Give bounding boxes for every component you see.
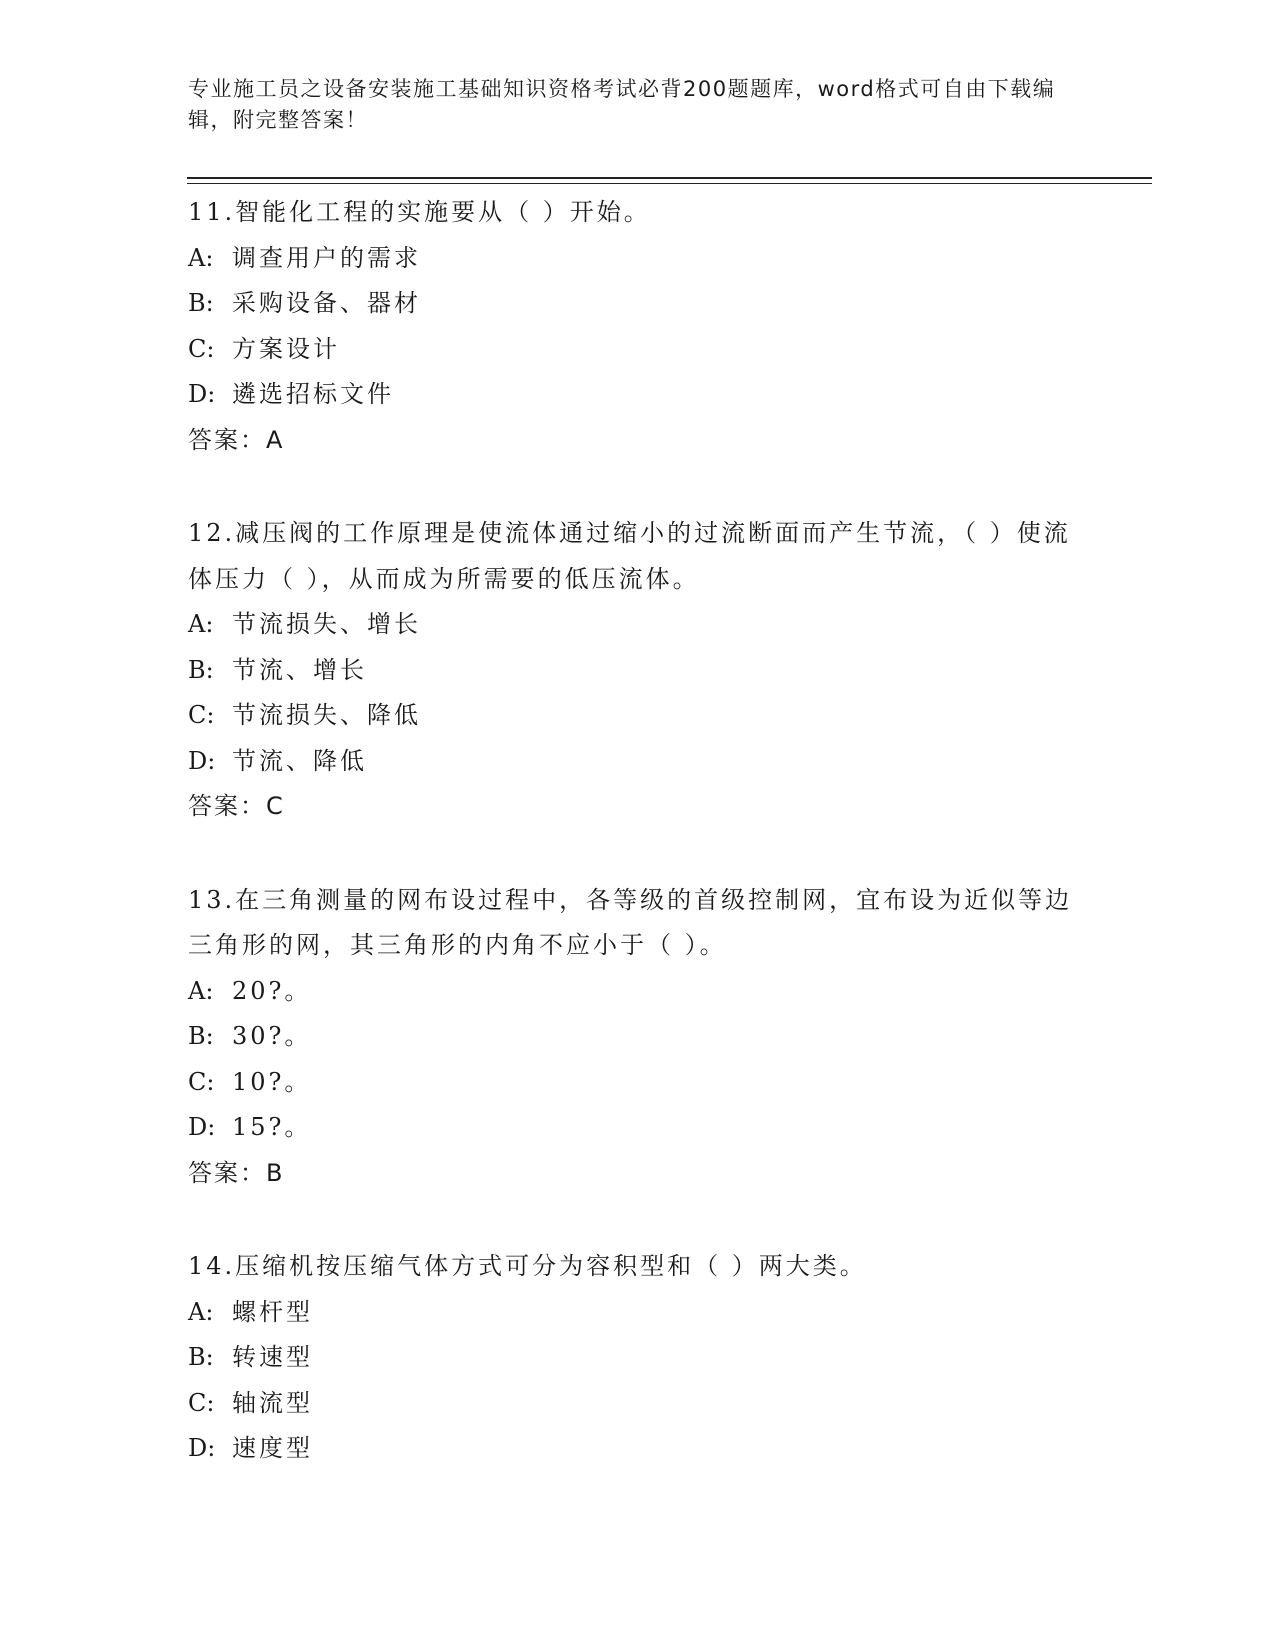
question-14 — [188, 1244, 1088, 1472]
question-11 — [188, 190, 1088, 463]
option-letter: C: — [188, 1067, 215, 1096]
option-letter: B: — [188, 1022, 214, 1050]
option-text: 15?。 — [232, 1113, 312, 1141]
option-c — [188, 1381, 1088, 1427]
header-divider-thick — [187, 177, 1152, 179]
option-text: 方案设计 — [232, 334, 340, 363]
option-b — [188, 1014, 1088, 1060]
option-text: 节流损失、降低 — [232, 701, 421, 729]
option-letter: B: — [188, 289, 214, 317]
question-stem: 14.压缩机按压缩气体方式可分为容积型和（ ）两大类。 — [188, 1252, 867, 1280]
option-text: 采购设备、器材 — [232, 289, 421, 317]
option-a — [188, 1290, 1088, 1336]
option-letter: D: — [188, 1113, 216, 1141]
option-letter: B: — [188, 655, 214, 684]
header-divider-thin — [187, 183, 1152, 184]
option-text: 节流、降低 — [232, 746, 367, 775]
option-text: 节流损失、增长 — [232, 610, 421, 638]
option-d — [188, 372, 1088, 418]
answer-line: 答案：C — [188, 792, 285, 820]
option-c — [188, 327, 1088, 373]
option-letter: A: — [188, 610, 214, 638]
option-text: 20?。 — [232, 976, 312, 1005]
option-text: 转速型 — [232, 1343, 313, 1371]
answer-line: 答案：A — [188, 425, 285, 454]
option-text: 遴选招标文件 — [232, 380, 394, 408]
option-letter: C: — [188, 334, 215, 363]
option-b — [188, 1335, 1088, 1381]
option-text: 调查用户的需求 — [232, 243, 421, 272]
option-letter: A: — [188, 243, 214, 272]
option-b — [188, 648, 1088, 694]
option-letter: D: — [188, 746, 216, 775]
option-letter: A: — [188, 1297, 214, 1326]
option-letter: C: — [188, 701, 215, 729]
option-a — [188, 969, 1088, 1015]
option-text: 10?。 — [232, 1067, 312, 1096]
option-c — [188, 693, 1088, 739]
question-list — [188, 190, 1088, 1520]
question-12 — [188, 511, 1088, 830]
option-a — [188, 236, 1088, 282]
option-letter: D: — [188, 380, 216, 408]
option-text: 速度型 — [232, 1434, 313, 1462]
question-stem: 13.在三角测量的网布设过程中，各等级的首级控制网，宜布设为近似等边三角形的网，其三角形的内角不应小于（ ）。 — [188, 885, 1073, 959]
document-header: 专业施工员之设备安装施工基础知识资格考试必背200题题库，word格式可自由下载编辑，附完整答案！ — [188, 77, 1056, 132]
question-stem: 11.智能化工程的实施要从（ ）开始。 — [188, 198, 651, 226]
option-d — [188, 739, 1088, 785]
option-text: 螺杆型 — [232, 1297, 313, 1326]
option-text: 节流、增长 — [232, 655, 367, 684]
option-letter: D: — [188, 1434, 216, 1462]
option-letter: C: — [188, 1388, 215, 1417]
option-text: 轴流型 — [232, 1388, 313, 1417]
option-text: 30?。 — [232, 1022, 312, 1050]
option-letter: B: — [188, 1343, 214, 1371]
question-stem: 12.减压阀的工作原理是使流体通过缩小的过流断面而产生节流，（ ）使流体压力（ ），从而成为所需要的低压流体。 — [188, 519, 1071, 593]
option-d — [188, 1426, 1088, 1472]
question-13 — [188, 878, 1088, 1197]
option-d — [188, 1105, 1088, 1151]
option-b — [188, 281, 1088, 327]
answer-line: 答案：B — [188, 1158, 285, 1187]
option-a — [188, 602, 1088, 648]
option-letter: A: — [188, 976, 214, 1005]
option-c — [188, 1060, 1088, 1106]
